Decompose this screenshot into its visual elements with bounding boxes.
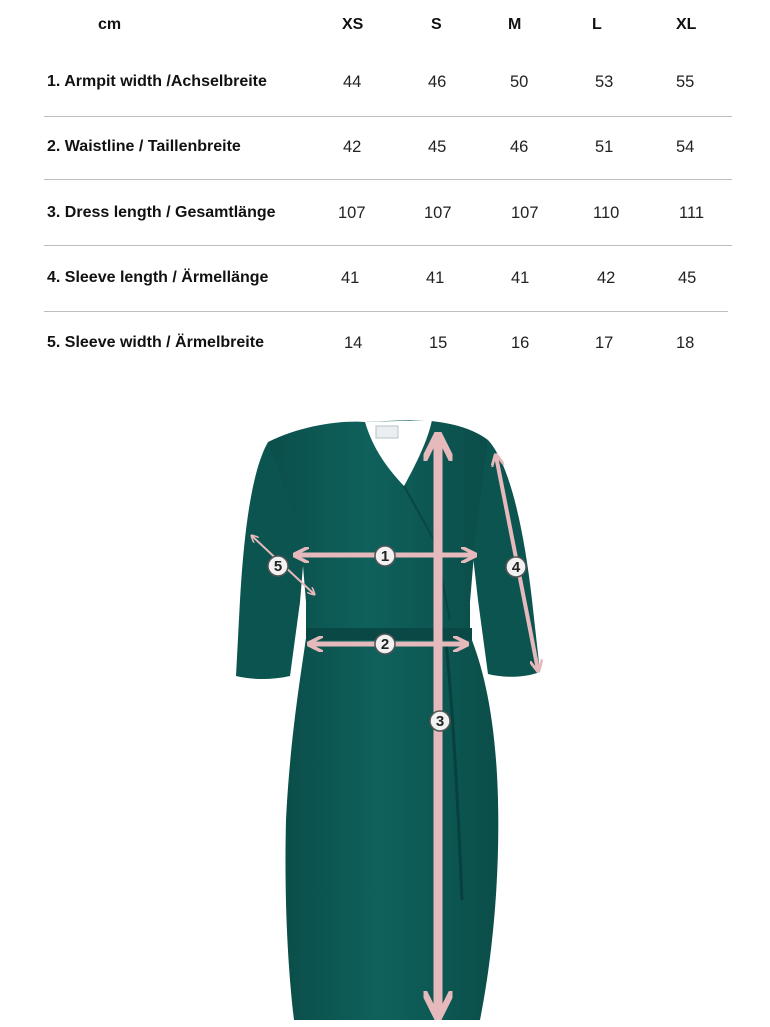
marker-5-text: 5 <box>273 558 283 575</box>
row-divider <box>44 179 732 180</box>
table-row <box>0 198 770 228</box>
table-row <box>0 132 770 162</box>
row-value: 51 <box>595 138 614 156</box>
row-value: 50 <box>510 73 529 91</box>
unit-label: cm <box>98 16 122 33</box>
dress-label-tag <box>376 426 398 438</box>
marker-2-text: 2 <box>380 636 390 653</box>
size-header-s: S <box>431 16 442 33</box>
dress-bodice <box>268 420 488 638</box>
row-value: 15 <box>429 334 448 352</box>
size-header-xl: XL <box>676 16 697 33</box>
size-header-xs: XS <box>342 16 364 33</box>
row-label: 5. Sleeve width / Ärmelbreite <box>47 334 264 351</box>
marker-3 <box>430 711 450 731</box>
size-header-l: L <box>592 16 602 33</box>
size-header-m: M <box>508 16 522 33</box>
row-value: 14 <box>344 334 363 352</box>
row-label: 3. Dress length / Gesamtlänge <box>47 204 276 221</box>
row-value: 111 <box>679 204 705 222</box>
row-value: 54 <box>676 138 695 156</box>
marker-1-text: 1 <box>380 548 390 565</box>
row-divider <box>44 245 732 246</box>
table-row <box>0 328 770 358</box>
dress-illustration <box>0 380 770 1027</box>
row-value: 17 <box>595 334 614 352</box>
row-value: 44 <box>343 73 362 91</box>
row-value: 46 <box>428 73 447 91</box>
row-value: 41 <box>341 269 360 287</box>
row-value: 18 <box>676 334 695 352</box>
marker-4-text: 4 <box>511 559 521 576</box>
row-value: 45 <box>428 138 447 156</box>
marker-1 <box>375 546 395 566</box>
dress-skirt <box>285 635 498 1020</box>
row-label: 4. Sleeve length / Ärmellänge <box>47 269 269 286</box>
row-label: 1. Armpit width /Achselbreite <box>47 73 267 90</box>
row-label: 2. Waistline / Taillenbreite <box>47 138 241 155</box>
row-value: 53 <box>595 73 614 91</box>
row-value: 46 <box>510 138 529 156</box>
dress-measurement-figure <box>0 380 770 1027</box>
marker-2 <box>375 634 395 654</box>
row-value: 110 <box>593 204 620 222</box>
table-row <box>0 263 770 293</box>
row-value: 107 <box>511 204 539 222</box>
row-value: 42 <box>343 138 362 156</box>
marker-5 <box>268 556 288 576</box>
marker-4 <box>506 557 526 577</box>
row-value: 41 <box>426 269 445 287</box>
table-header-row <box>0 10 770 40</box>
row-divider <box>44 116 732 117</box>
row-value: 55 <box>676 73 695 91</box>
table-row <box>0 67 770 97</box>
row-value: 107 <box>424 204 452 222</box>
row-divider <box>44 311 728 312</box>
row-value: 107 <box>338 204 366 222</box>
row-value: 45 <box>678 269 697 287</box>
row-value: 41 <box>511 269 530 287</box>
row-value: 42 <box>597 269 616 287</box>
row-value: 16 <box>511 334 530 352</box>
marker-3-text: 3 <box>435 713 445 730</box>
